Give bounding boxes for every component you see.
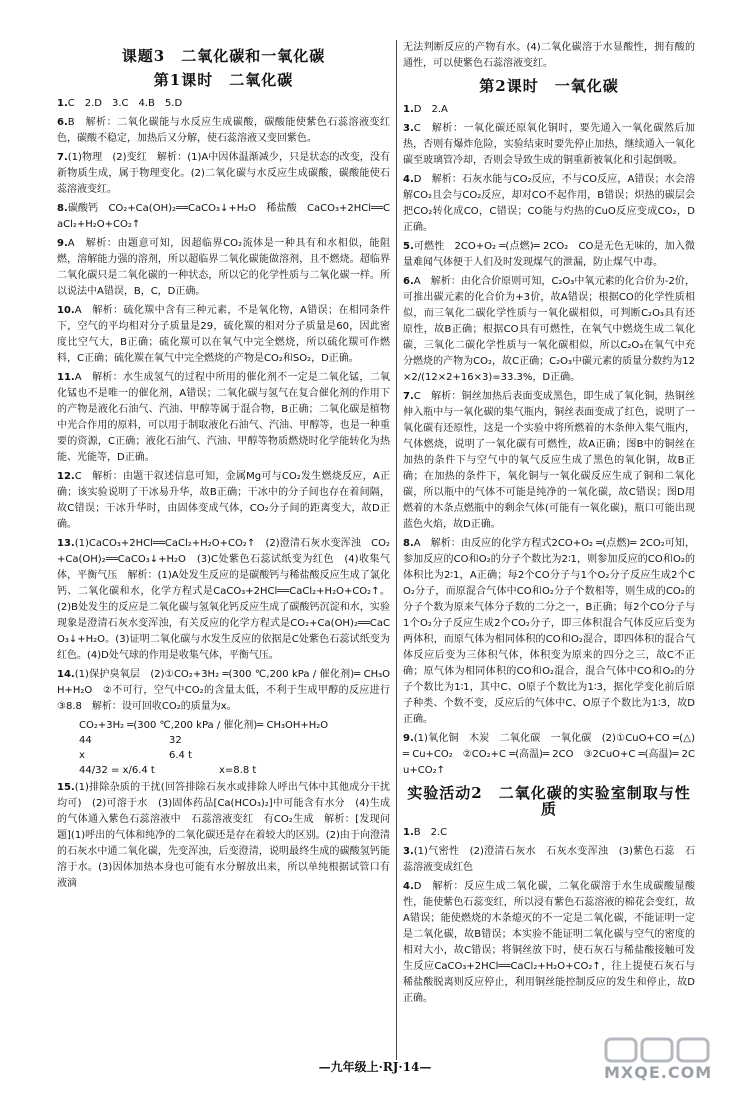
item-number: 6. (57, 117, 68, 128)
item-number: 1. (403, 104, 414, 115)
item-text: C 解析：一氧化碳还原氧化铜时，要先通入一氧化碳然后加热，否则有爆炸危险，实验结束时要先停止加热，继续通入一氧化碳至玻璃管冷却，否则会导致生成的铜重新被氧化和引起倒吸。 (403, 123, 695, 166)
item-text: (1)氧化铜 木炭 二氧化碳 一氧化碳 (2)①CuO+CO ═(△)═ Cu+CO₂ ②CO₂+C ═(高温)═ 2CO ③2CuO+C ═(高温)═ 2Cu+CO₂↑ (403, 733, 695, 776)
answer-item (57, 780, 390, 892)
calc-ratio: 44/32 = x/6.4 t (79, 765, 155, 776)
item-text: 碳酸钙 CO₂+Ca(OH)₂══CaCO₃↓+H₂O 稀盐酸 CaCO₃+2HCl══CaCl₂+H₂O+CO₂↑ (57, 203, 390, 230)
column-divider (396, 40, 397, 1060)
answer-item (403, 879, 695, 1007)
answer-item (403, 731, 695, 779)
item-number: 8. (403, 538, 414, 549)
item-number: 1. (57, 98, 68, 109)
watermark-logo-icon (600, 1035, 740, 1065)
item-number: 4. (403, 881, 414, 892)
item-number: 3. (403, 123, 414, 134)
calc-mass-ch3oh: 32 (169, 735, 182, 746)
calc-equation: CO₂+3H₂ ═(300 ℃,200 kPa / 催化剂)═ CH₃OH+H₂O (79, 720, 329, 731)
answer-item (403, 239, 695, 271)
answer-item (57, 201, 390, 233)
right-column (403, 40, 695, 1010)
answer-item (57, 115, 390, 147)
page-footer: —九年级上·RJ·14— (318, 1060, 432, 1074)
answer-item (403, 274, 695, 386)
item-number: 11. (57, 372, 75, 383)
item-number: 10. (57, 305, 75, 316)
answer-item (403, 825, 695, 841)
calc-values (79, 748, 390, 763)
calc-answer: x=8.8 t (219, 765, 257, 776)
item-text: A 解析：硫化羰中含有三种元素，不是氧化物，A错误；在相同条件下，空气的平均相对分子质量是29，硫化羰的相对分子质量是60，因此密度比空气大，B正确；硫化羰可以在氧气中完全燃烧，所以硫化羰可作燃料，C正确；硫化羰在氧气中完全燃烧的产物是CO₂和SO₂，D正确。 (57, 305, 390, 364)
item-text: D 解析：石灰水能与CO₂反应，不与CO反应，A错误；水会溶解CO₂且会与CO₂反应，却对CO不起作用，B错误；炽热的碳层会把CO₂转化成CO，C错误；CO能与灼热的CuO反应变成CO₂，D正确。 (403, 174, 695, 233)
item-number: 3. (403, 846, 414, 857)
item-number: 12. (57, 471, 75, 482)
lesson-title: 第1课时 二氧化碳 (153, 71, 294, 89)
lesson-title-2: 第2课时 一氧化碳 (479, 77, 619, 95)
answer-item (403, 389, 695, 533)
left-column (57, 40, 400, 895)
answer-item (403, 102, 695, 118)
item-number: 15. (57, 782, 75, 793)
unit-title: 课题3 二氧化碳和一氧化碳 (121, 47, 326, 65)
item-text: D 2.A (413, 104, 448, 115)
calc-masses (79, 733, 390, 748)
item-number: 7. (57, 152, 68, 163)
item-number: 4. (403, 174, 414, 185)
answer-item (403, 536, 695, 728)
item-text: B 解析：二氧化碳能与水反应生成碳酸，碳酸能使紫色石蕊溶液变红色，碳酸不稳定，加热后又分解，使石蕊溶液又变回紫色。 (57, 117, 390, 144)
item-text: A 解析：水生成氢气的过程中所用的催化剂不一定是二氧化锰，二氧化锰也不是唯一的催化剂，A错误；二氧化碳与氢气在复合催化剂的作用下的产物是液化石油气、汽油、甲醇等属于混合物，B正确；二氧化碳是植物中光合作用的原料，可以用于制取液化石油气、汽油、甲醇等，也是一种重要的资源，C正确；液化石油气、汽油、甲醇等物质燃烧时化学能转化为热能、光能等，D正确。 (57, 372, 390, 463)
item-number: 14. (57, 669, 75, 680)
answer-item (57, 236, 390, 300)
item-text: (1)CaCO₃+2HCl══CaCl₂+H₂O+CO₂↑ (2)澄清石灰水变浑浊 CO₂+Ca(OH)₂══CaCO₃↓+H₂O (3)C处紫色石蕊试纸变为红色 (4)收集气体，平衡气压 解析：(1)A处发生反应的是碳酸钙与稀盐酸反应生成了氯化钙、二氧化碳和水，化学方程式是CaCO₃+2HCl══CaCl₂+H₂O+CO₂↑。(2)B处发生的反应是二氧化碳与氢氧化钙反应生成了碳酸钙沉淀和水，实验现象是澄清石灰水变浑浊，有关反应的化学方程式是CO₂+Ca(OH)₂══CaCO₃↓+H₂O。(3)证明二氧化碳与水发生反应的依据是C处紫色石蕊试纸变为红色。(4)D处气球的作用是收集气体，平衡气压。 (57, 538, 390, 661)
answer-item (57, 303, 390, 367)
answer-item (57, 370, 390, 466)
item-text: C 解析：由题干叙述信息可知，金属Mg可与CO₂发生燃烧反应，A正确；该实验说明了干冰易升华，故B正确；干冰中的分子间也存在着间隔，故C错误；干冰升华时，由固体变成气体，CO₂分子间的距离变大，故D正确。 (57, 471, 390, 530)
calc-mass-co2: 44 (79, 735, 92, 746)
answer-item (57, 150, 390, 198)
item-text: D 解析：反应生成二氧化碳，二氧化碳溶于水生成碳酸显酸性，能使紫色石蕊变红，所以浸有紫色石蕊溶液的棉花会变红，故A错误；能使燃烧的木条熄灭的不一定是二氧化碳，不能证明一定是二氧化碳，故B错误；本实验不能证明二氧化碳与空气的密度的相对大小，故C错误；将铜丝放下时，使石灰石与稀盐酸接触可发生反应CaCO₃+2HCl══CaCl₂+H₂O+CO₂↑，往上提使石灰石与稀盐酸脱离则反应停止，利用铜丝能控制反应的发生和停止，故D正确。 (403, 881, 695, 1004)
calc-value-methanol: 6.4 t (169, 750, 193, 761)
calc-ratio-row (79, 763, 390, 778)
item-number: 6. (403, 276, 414, 287)
item-text: C 解析：铜丝加热后表面变成黑色，即生成了氧化铜，热铜丝伸入瓶中与一氧化碳的集气瓶内，铜丝表面变成了红色，说明了一氧化碳有还原性，这是一个实验中将所燃着的木条伸入集气瓶内，气体燃烧，说明了一氧化碳有可燃性，故A正确；图B中的铜丝在加热的条件下与空气中的氧气反应生成了黑色的氧化铜，故B正确；在加热的条件下，氧化铜与一氧化碳反应生成了铜和二氧化碳，所以瓶中的气体不可能是纯净的一氧化碳，故C错误；图D用燃着的木条点燃瓶中的剩余气体(可能有一氧化碳)，瓶口可能出现蓝色火焰，故D正确。 (403, 391, 695, 530)
activity-title: 实验活动2 二氧化碳的实验室制取与性质 (407, 784, 691, 818)
calc-value-x: x (79, 750, 85, 761)
answer-item (57, 667, 400, 715)
item-number: 8. (57, 203, 68, 214)
item-number: 9. (403, 733, 414, 744)
answer-item (57, 96, 390, 112)
answer-item (403, 121, 695, 169)
calculation-block (79, 718, 390, 778)
item-number: 13. (57, 538, 75, 549)
item-text: (1)物理 (2)变红 解析：(1)A中因体温渐减少，只是状态的改变，没有新物质生成，属于物理变化。(2)二氧化碳与水反应生成碳酸，碳酸能使石蕊溶液变红。 (57, 152, 390, 195)
item-number: 7. (403, 391, 414, 402)
item-text: (1)气密性 (2)澄清石灰水 石灰水变浑浊 (3)紫色石蕊 石蕊溶液变成红色 (403, 846, 695, 873)
item-number: 5. (403, 241, 414, 252)
watermark-text: MXQE.COM (604, 1063, 713, 1082)
site-watermark (600, 1035, 740, 1090)
item-text: A 解析：由化合价原则可知，C₂O₃中氧元素的化合价为-2价，可推出碳元素的化合价为+3价，故A错误；根据CO的化学性质相似，而三氧化二碳化学性质与一氧化碳相似，可判断C₂O₃具有还原性，故B正确；根据CO具有可燃性，在氧气中燃烧生成二氧化碳，三氧化二碳化学性质与一氧化碳相似，所以C₂O₃在氧气中充分燃烧的产物为CO₂，故C正确；C₂O₃中碳元素的质量分数约为12×2/(12×2+16×3)=33.3%，D正确。 (403, 276, 695, 383)
answer-item (403, 844, 695, 876)
item-text: A 解析：由题意可知，因超临界CO₂流体是一种具有和水相似，能阻燃，溶解能力强的溶剂，所以超临界二氧化碳能做溶剂，且不燃烧。超临界二氧化碳只是二氧化碳的一种状态，所以它的化学性质与二氧化碳一样。所以说法中A错误，B，C，D正确。 (57, 238, 390, 297)
answer-item (403, 172, 695, 236)
item-text: (1)保护臭氧层 (2)①CO₂+3H₂ ═(300 ℃,200 kPa / 催化剂)═ CH₃OH+H₂O ②不可行，空气中CO₂的含量太低，不利于生成甲醇的反应进行 ③8.8 解析：设可回收CO₂的质量为x。 (57, 669, 400, 712)
continued-note: 无法判断反应的产物有水。(4)二氧化碳溶于水显酸性，拥有酸的通性，可以使紫色石蕊溶液变红。 (403, 42, 695, 69)
item-text: C 2.D 3.C 4.B 5.D (67, 98, 183, 109)
item-text: 可燃性 2CO+O₂ ═(点燃)═ 2CO₂ CO是无色无味的，加入微量难闻气体便于人们及时发现煤气的泄漏，防止煤气中毒。 (403, 241, 695, 268)
item-number: 1. (403, 827, 414, 838)
item-number: 9. (57, 238, 68, 249)
answer-item (57, 536, 390, 664)
item-text: A 解析：由反应的化学方程式2CO+O₂ ═(点燃)═ 2CO₂可知，参加反应的CO和O₂的分子个数比为2∶1，则参加反应的CO和O₂的体积比为2∶1，A正确；每2个CO分子与1个O₂分子反应生成2个CO₂分子，而原混合气体中CO和O₂分子个数相等，则生成的CO₂的分子个数为原来气体分子数的二分之一，B正确；每2个CO分子与1个O₂分子反应生成2个CO₂分子，即三体积混合气体反应后变为两体积，而原气体为相同体积的CO和O₂混合，即四体积的混合气体反应后变为三体积气体，体积变为原来的四分之三，故C不正确；原气体为相同体积的CO和O₂混合，混合气体中CO和O₂的分子个数比为1∶1，其中C、O原子个数比为1∶3，据化学变化前后原子种类、个数不变，反应后的气体中C、O原子个数比为1∶3，故D正确。 (403, 538, 695, 725)
answer-item (57, 469, 390, 533)
item-text: (1)排除杂质的干扰(回答排除石灰水或排除人呼出气体中其他成分干扰均可) (2)可溶于水 (3)固体药品[Ca(HCO₃)₂]中可能含有水分 (4)生成的气体通入紫色石蕊溶液中 石蕊溶液变红 有CO₂生成 解析：[发现问题](1)呼出的气体和纯净的二氧化碳还是存在着较大的区别。(2)由于向澄清的石灰水中通二氧化碳，先变浑浊，后变澄清，说明最终生成的碳酸氢钙能溶于水。(3)因体加热本身也可能有水分解放出来，所以单纯根据试管口有液滴 (57, 782, 390, 889)
item-text: B 2.C (413, 827, 448, 838)
